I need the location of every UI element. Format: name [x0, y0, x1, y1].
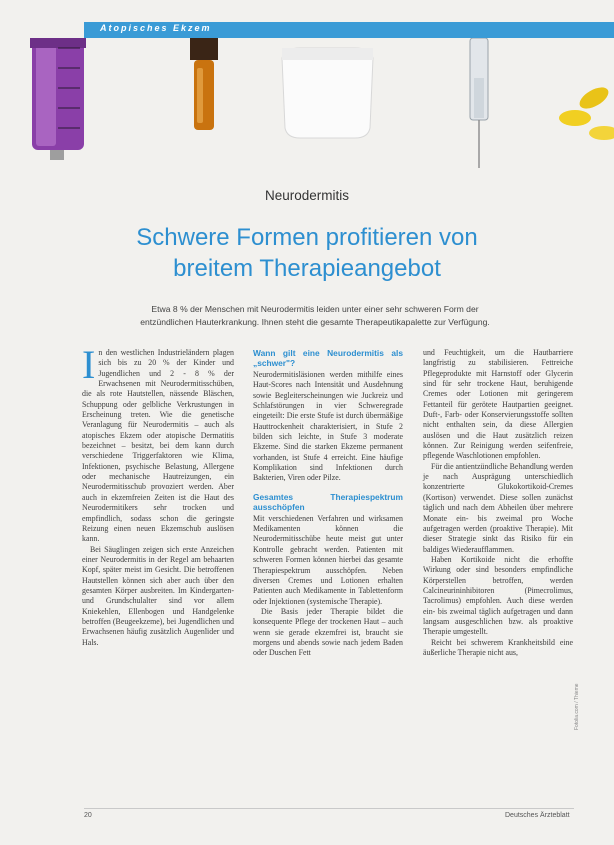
lead-line-2: entzündlichen Hauterkrankung. Ihnen steht die gesamte Therapeutikapalette zur Verfügung. — [140, 316, 490, 327]
photo-credit: Fotolia.com / Thieme — [574, 683, 580, 730]
headline-line-2: breitem Therapieangebot — [173, 255, 441, 282]
footer-source: Deutsches Ärzteblatt — [505, 812, 570, 819]
body-paragraph: n den westlichen Industrieländern plagen sich bis zu 20 % der Kinder und Jugendlichen und 2 - 8 % der Erwachsenen mit Neurodermitisschüben, die als rote Hautstellen, nässende Bläschen, Schuppung oder gelbliche Verkrustungen in Erscheinung treten. Wie die genetische Veranlagung für Neurodermitis – auch als atopisches Ekzem oder atopische Dermatitis bezeichnet – besitzt, bei dem kann durch verschiedene Triggerfaktoren wie Klima, Infektionen, psychische Belastung, Allergene oder mechanische Hautreizungen, ein Neurodermitisschub provoziert werden. Aber auch in ekzemfreien Zeiten ist die Haut des Neurodermitikers sehr trocken und empfindlich, sodass schon die geringste Reizung einen neuen Ekzemschub auslösen kann. — [82, 348, 234, 544]
body-paragraph: Die Basis jeder Therapie bildet die konsequente Pflege der trockenen Haut – auch wenn sie gerade ekzemfrei ist, braucht sie morgens und abends sowie nach jedem Baden oder Duschen Fett — [253, 606, 403, 658]
body-paragraph: Für die antientzündliche Behandlung werden je nach Ausprägung unterschiedlich konzentrierte Glukokortikoid-Cremes (Kortison) verwendet. Diese sollen zunächst täglich und nach dem Abheilen über mehrere Monate ein- bis zweimal pro Woche aufgetragen werden (proaktive Therapie). Mit dieser Strategie sinkt das Risiko für ein baldiges Wiederaufflammen. — [423, 461, 573, 554]
body-column-2 — [253, 348, 403, 659]
article-headline — [0, 222, 614, 284]
syringe-purple-image — [30, 38, 86, 160]
body-column-3 — [423, 348, 573, 658]
subheading: Wann gilt eine Neurodermitis als „schwer"? — [253, 348, 403, 368]
body-paragraph: Bei Säuglingen zeigen sich erste Anzeichen einer Neurodermitis in der Regel am behaarten Kopf, später meist im Gesicht. Die betroffenen Hautstellen können sich aber auch über den gesamten Körper ausbreiten. Im Kindergarten- und Grundschulalter sind vor allem Kniekehlen, Ellenbogen und Handgelenke betroffen (Beugeekzeme), bei Jugendlichen und Erwachsenen häufig zusätzlich Augenlider und Hals. — [82, 544, 234, 647]
section-label: Atopisches Ekzem — [100, 23, 212, 33]
drop-cap: I — [82, 342, 96, 387]
article-lead — [120, 303, 510, 328]
body-paragraph: Reicht bei schwerem Krankheitsbild eine äußerliche Therapie nicht aus, — [423, 637, 573, 657]
page-number: 20 — [84, 812, 92, 819]
body-paragraph: Mit verschiedenen Verfahren und wirksamen Medikamenten können die Neurodermitisschübe heute meist gut unter Kontrolle gebracht werden. Patienten mit schweren Formen können hierbei das gesamte Therapiespektrum ausschöpfen. Neben diversen Cremes und Lotionen erhalten Patienten auch Medikamente in Tablettenform oder Injektionen (systemische Therapie). — [253, 513, 403, 606]
body-column-1 — [82, 342, 234, 648]
headline-line-1: Schwere Formen profitieren von — [136, 224, 478, 251]
header-photo — [0, 38, 614, 168]
body-paragraph: Haben Kortikoide nicht die erhoffte Wirkung oder sind besonders empfindliche Körperstellen betroffen, werden Calcineurininhibitoren (Pimecrolimus, Tacrolimus) empfohlen. Auch diese werden ein- bis zweimal täglich aufgetragen und dann langsam ausgeschlichen bzw. als proaktive Therapie umgestellt. — [423, 554, 573, 637]
body-paragraph: Neurodermitisläsionen werden mithilfe eines Haut-Scores nach Intensität und Ausdehnung sowie Begleiterscheinungen wie Juckreiz und Schlafstörungen in vier Schweregrade eingeteilt: Die erste Stufe ist durch übermäßige Hauttrockenheit charakterisiert, in Stufe 2 bilden sich leichte, in Stufe 3 moderate Ekzeme. Sind die starken Ekzeme permanent vorhanden, ist Stufe 4 erreicht. Eine häufige Komplikation sind Infektionen durch Bakterien, Viren oder Pilze. — [253, 370, 403, 483]
vial-amber-image — [190, 38, 218, 130]
syringe-needle-image — [470, 38, 488, 168]
body-paragraph: und Feuchtigkeit, um die Hautbarriere langfristig zu stabilisieren. Fettreiche Pflegeprodukte mit Harnstoff oder Glycerin sind für sehr trockene Haut, beruhigende Cremes oder Lotionen mit geringerem Fettanteil für gerötete Hautpartien geeignet. Duft-, Farb- oder Konservierungsstoffe sollten nicht enthalten sein, da diese Allergien auslösen und die Haut zusätzlich reizen können. Zur Reinigung werden seifenfreie, pflegende Waschlotionen empfohlen. — [423, 348, 573, 461]
yellow-capsules-image — [559, 83, 614, 140]
cream-jar-image — [282, 48, 373, 138]
lead-line-1: Etwa 8 % der Menschen mit Neurodermitis leiden unter einer sehr schweren Form der — [151, 304, 479, 314]
article-kicker: Neurodermitis — [264, 188, 350, 203]
subheading: Gesamtes Therapiespektrum ausschöpfen — [253, 491, 403, 512]
footer-divider — [84, 808, 574, 809]
